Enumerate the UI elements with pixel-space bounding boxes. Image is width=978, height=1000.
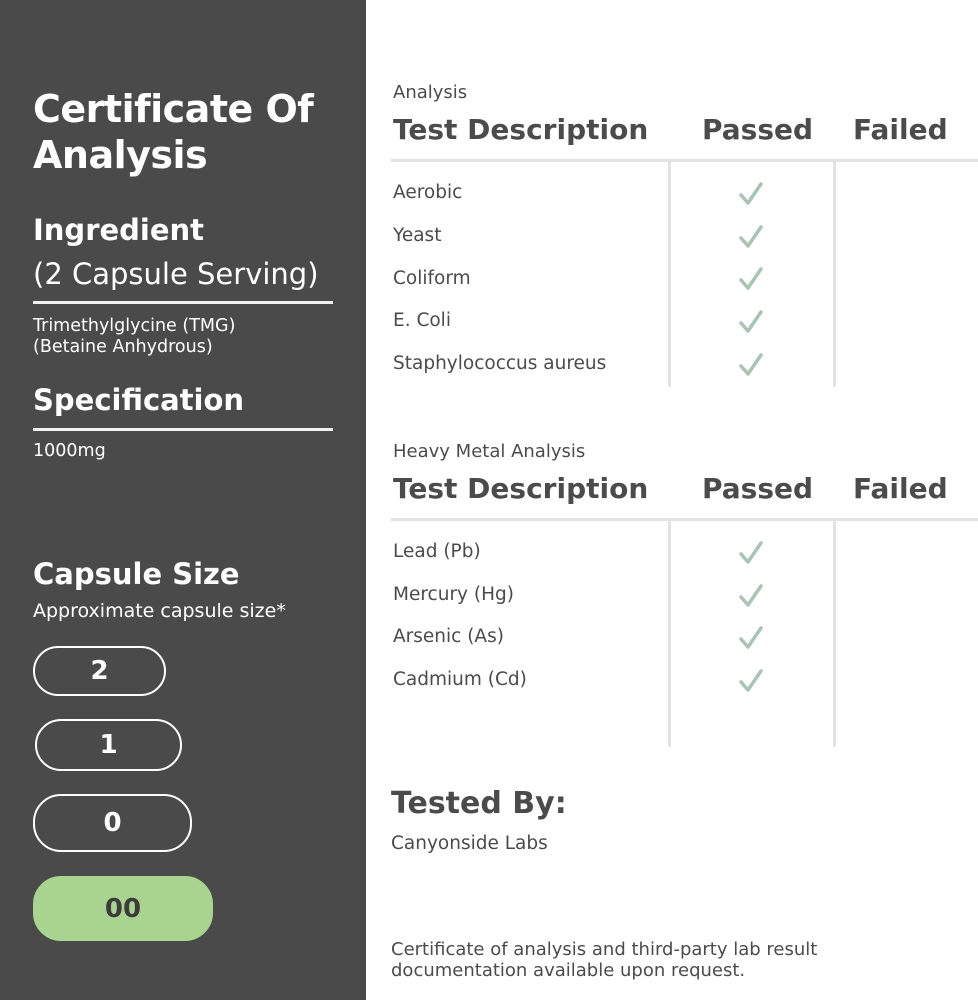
check-icon (738, 181, 764, 207)
analysis-col-failed: Failed (853, 113, 948, 146)
check-icon (738, 668, 764, 694)
capsule-size-2: 2 (33, 646, 166, 696)
column-divider (833, 521, 836, 747)
left-panel (0, 0, 366, 1000)
column-divider (668, 162, 671, 387)
capsule-size-00-selected: 00 (33, 876, 213, 941)
table-row-label: Mercury (Hg) (393, 584, 514, 605)
capsule-size-1: 1 (35, 719, 182, 771)
heavy-metal-col-failed: Failed (853, 472, 948, 505)
heavy-metal-col-description: Test Description (393, 472, 649, 505)
check-icon (738, 352, 764, 378)
specification-value: 1000mg (33, 441, 106, 461)
check-icon (738, 266, 764, 292)
capsule-size-heading: Capsule Size (33, 557, 240, 591)
analysis-col-description: Test Description (393, 113, 649, 146)
column-divider (833, 162, 836, 387)
check-icon (738, 224, 764, 250)
table-row-label: Cadmium (Cd) (393, 669, 527, 690)
check-icon (738, 583, 764, 609)
table-row-label: E. Coli (393, 310, 451, 331)
table-row-label: Arsenic (As) (393, 626, 504, 647)
heavy-metal-col-passed: Passed (702, 472, 814, 505)
analysis-header-rule (391, 159, 978, 162)
column-divider (668, 521, 671, 747)
ingredient-serving: (2 Capsule Serving) (33, 257, 319, 291)
heavy-metal-header-rule (391, 518, 978, 521)
table-row-label: Lead (Pb) (393, 541, 481, 562)
table-row-label: Staphylococcus aureus (393, 353, 607, 374)
ingredient-heading: Ingredient (33, 213, 205, 247)
certificate-title: Certificate Of Analysis (33, 87, 314, 177)
ingredient-name: Trimethylglycine (TMG) (Betaine Anhydrous) (33, 316, 236, 357)
table-row-label: Yeast (393, 225, 442, 246)
table-row-label: Coliform (393, 268, 471, 289)
heavy-metal-section-label: Heavy Metal Analysis (393, 441, 586, 462)
tested-by-heading: Tested By: (391, 786, 567, 821)
analysis-col-passed: Passed (702, 113, 814, 146)
analysis-section-label: Analysis (393, 82, 468, 103)
capsule-size-0: 0 (33, 794, 192, 852)
check-icon (738, 309, 764, 335)
specification-heading: Specification (33, 383, 245, 417)
footnote: Certificate of analysis and third-party lab result documentation available upon request. (391, 939, 818, 981)
divider (33, 428, 333, 431)
analysis-panel (366, 0, 978, 1000)
check-icon (738, 625, 764, 651)
capsule-size-note: Approximate capsule size* (33, 600, 286, 622)
divider (33, 301, 333, 304)
tested-by-lab: Canyonside Labs (391, 833, 548, 854)
check-icon (738, 540, 764, 566)
table-row-label: Aerobic (393, 182, 463, 203)
